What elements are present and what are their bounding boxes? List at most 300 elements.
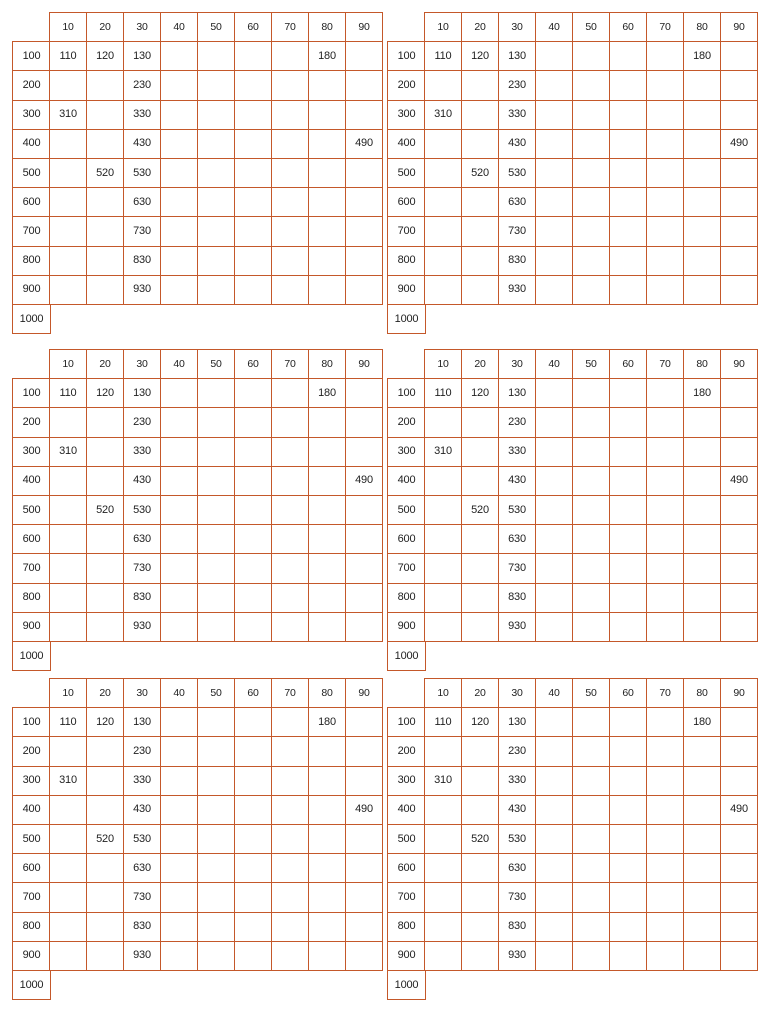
value-cell: 330 (498, 100, 536, 130)
blank-cell (197, 246, 235, 276)
blank-cell (609, 824, 647, 854)
blank-cell (308, 882, 346, 912)
blank-cell (345, 70, 383, 100)
final-row-label: 1000 (387, 970, 426, 1000)
shaded-cell (345, 912, 383, 942)
shaded-cell (49, 158, 87, 188)
blank-cell (609, 912, 647, 942)
blank-cell (646, 275, 684, 305)
blank-cell (234, 795, 272, 825)
blank-cell (234, 912, 272, 942)
value-cell: 330 (123, 766, 161, 796)
blank-cell (646, 853, 684, 883)
row-label: 100 (12, 707, 51, 737)
value-cell: 830 (123, 912, 161, 942)
hundred-chart-panel-bottom-right (387, 678, 761, 998)
value-cell: 230 (498, 407, 536, 437)
blank-cell (535, 583, 573, 613)
value-cell: 330 (498, 437, 536, 467)
blank-cell (424, 187, 462, 217)
blank-cell (572, 553, 610, 583)
row-label: 700 (387, 553, 426, 583)
blank-cell (308, 466, 346, 496)
shaded-cell (49, 495, 87, 525)
blank-cell (424, 612, 462, 642)
blank-cell (609, 187, 647, 217)
value-cell: 230 (123, 407, 161, 437)
shaded-cell (308, 766, 346, 796)
blank-cell (271, 100, 309, 130)
value-cell: 110 (49, 707, 87, 737)
blank-cell (535, 100, 573, 130)
row-label: 900 (387, 612, 426, 642)
value-cell: 490 (345, 795, 383, 825)
blank-cell (646, 882, 684, 912)
blank-cell (646, 524, 684, 554)
blank-cell (572, 100, 610, 130)
blank-cell (86, 246, 124, 276)
blank-cell (234, 437, 272, 467)
value-cell: 120 (86, 41, 124, 71)
column-header: 20 (86, 349, 124, 379)
blank-cell (197, 70, 235, 100)
shaded-cell (197, 158, 235, 188)
value-cell: 310 (424, 766, 462, 796)
blank-cell (535, 707, 573, 737)
blank-cell (461, 466, 499, 496)
column-header: 60 (234, 678, 272, 708)
hundred-chart-panel-bottom-left (12, 678, 386, 998)
value-cell: 430 (498, 129, 536, 159)
blank-cell (609, 583, 647, 613)
row-label: 800 (12, 246, 51, 276)
column-header: 60 (234, 349, 272, 379)
blank-cell (234, 882, 272, 912)
value-cell: 520 (461, 158, 499, 188)
blank-cell (234, 553, 272, 583)
blank-cell (160, 495, 198, 525)
blank-cell (271, 275, 309, 305)
blank-cell (271, 707, 309, 737)
blank-cell (49, 466, 87, 496)
blank-cell (535, 216, 573, 246)
shaded-cell (609, 378, 647, 408)
blank-cell (86, 795, 124, 825)
blank-cell (609, 495, 647, 525)
blank-cell (572, 912, 610, 942)
blank-cell (646, 100, 684, 130)
blank-cell (683, 853, 721, 883)
value-cell: 430 (123, 129, 161, 159)
blank-cell (461, 766, 499, 796)
value-cell: 430 (498, 466, 536, 496)
value-cell: 180 (683, 707, 721, 737)
blank-cell (234, 129, 272, 159)
row-label: 600 (387, 187, 426, 217)
blank-cell (646, 216, 684, 246)
value-cell: 110 (424, 707, 462, 737)
blank-cell (160, 736, 198, 766)
value-cell: 630 (498, 187, 536, 217)
blank-cell (683, 941, 721, 971)
column-header: 20 (86, 12, 124, 42)
value-cell: 530 (498, 824, 536, 854)
blank-cell (197, 100, 235, 130)
blank-cell (424, 853, 462, 883)
value-cell: 130 (123, 41, 161, 71)
row-label: 100 (387, 378, 426, 408)
blank-cell (160, 524, 198, 554)
column-header: 80 (683, 678, 721, 708)
column-header: 80 (308, 678, 346, 708)
blank-cell (345, 275, 383, 305)
blank-cell (86, 100, 124, 130)
blank-cell (683, 882, 721, 912)
value-cell: 930 (123, 275, 161, 305)
blank-cell (720, 941, 758, 971)
blank-cell (646, 187, 684, 217)
row-label: 700 (12, 882, 51, 912)
blank-cell (424, 466, 462, 496)
blank-cell (683, 795, 721, 825)
blank-cell (160, 187, 198, 217)
shaded-cell (234, 378, 272, 408)
blank-cell (646, 437, 684, 467)
blank-cell (535, 495, 573, 525)
blank-cell (424, 275, 462, 305)
column-header: 50 (197, 349, 235, 379)
value-cell: 490 (345, 466, 383, 496)
shaded-cell (234, 707, 272, 737)
blank-cell (308, 853, 346, 883)
blank-cell (720, 378, 758, 408)
value-cell: 180 (683, 378, 721, 408)
row-label: 700 (12, 216, 51, 246)
row-label: 600 (12, 187, 51, 217)
value-cell: 630 (123, 187, 161, 217)
blank-cell (535, 941, 573, 971)
blank-cell (683, 246, 721, 276)
value-cell: 830 (123, 583, 161, 613)
blank-cell (234, 158, 272, 188)
row-label: 800 (387, 912, 426, 942)
blank-cell (86, 612, 124, 642)
blank-cell (160, 583, 198, 613)
row-label: 400 (12, 795, 51, 825)
blank-cell (160, 246, 198, 276)
blank-cell (720, 437, 758, 467)
final-row-label: 1000 (12, 304, 51, 334)
value-cell: 330 (123, 437, 161, 467)
blank-cell (345, 941, 383, 971)
value-cell: 930 (123, 612, 161, 642)
shaded-cell (424, 495, 462, 525)
blank-cell (646, 495, 684, 525)
blank-cell (683, 275, 721, 305)
blank-cell (535, 158, 573, 188)
blank-cell (160, 553, 198, 583)
blank-cell (271, 824, 309, 854)
blank-cell (197, 766, 235, 796)
column-header: 90 (345, 12, 383, 42)
shaded-cell (572, 495, 610, 525)
blank-cell (345, 100, 383, 130)
blank-cell (609, 407, 647, 437)
blank-cell (308, 912, 346, 942)
blank-cell (197, 707, 235, 737)
blank-cell (535, 129, 573, 159)
blank-cell (572, 187, 610, 217)
blank-cell (720, 707, 758, 737)
value-cell: 120 (461, 707, 499, 737)
blank-cell (160, 275, 198, 305)
blank-cell (535, 912, 573, 942)
blank-cell (535, 882, 573, 912)
blank-cell (424, 407, 462, 437)
blank-cell (234, 275, 272, 305)
row-label: 400 (12, 129, 51, 159)
blank-cell (572, 941, 610, 971)
blank-cell (345, 187, 383, 217)
row-label: 300 (12, 766, 51, 796)
column-header: 60 (609, 12, 647, 42)
blank-cell (49, 275, 87, 305)
blank-cell (683, 129, 721, 159)
value-cell: 490 (720, 129, 758, 159)
shaded-cell (424, 824, 462, 854)
blank-cell (646, 941, 684, 971)
column-header: 90 (345, 349, 383, 379)
blank-cell (271, 553, 309, 583)
column-header: 70 (271, 12, 309, 42)
value-cell: 430 (123, 795, 161, 825)
blank-cell (646, 466, 684, 496)
blank-cell (646, 70, 684, 100)
blank-cell (424, 524, 462, 554)
value-cell: 520 (461, 824, 499, 854)
blank-cell (160, 853, 198, 883)
value-cell: 630 (123, 524, 161, 554)
blank-cell (197, 437, 235, 467)
blank-cell (461, 100, 499, 130)
blank-cell (308, 495, 346, 525)
blank-cell (49, 129, 87, 159)
row-label: 500 (387, 824, 426, 854)
row-label: 200 (387, 736, 426, 766)
row-label: 800 (387, 246, 426, 276)
blank-cell (345, 882, 383, 912)
value-cell: 180 (308, 41, 346, 71)
blank-cell (609, 100, 647, 130)
blank-cell (345, 216, 383, 246)
shaded-cell (86, 882, 124, 912)
blank-cell (49, 216, 87, 246)
hundred-chart-panel-middle-right (387, 349, 761, 669)
value-cell: 930 (498, 275, 536, 305)
blank-cell (197, 378, 235, 408)
blank-cell (646, 612, 684, 642)
value-cell: 520 (461, 495, 499, 525)
blank-cell (683, 824, 721, 854)
row-label: 100 (387, 41, 426, 71)
row-label: 200 (12, 70, 51, 100)
blank-cell (271, 70, 309, 100)
blank-cell (160, 41, 198, 71)
blank-cell (308, 524, 346, 554)
blank-cell (535, 466, 573, 496)
blank-cell (461, 941, 499, 971)
value-cell: 530 (498, 495, 536, 525)
blank-cell (572, 795, 610, 825)
column-header: 40 (535, 349, 573, 379)
value-cell: 490 (345, 129, 383, 159)
row-label: 300 (387, 100, 426, 130)
column-header: 50 (197, 12, 235, 42)
shaded-cell (572, 158, 610, 188)
blank-cell (160, 766, 198, 796)
blank-cell (572, 707, 610, 737)
column-header: 40 (160, 678, 198, 708)
blank-cell (308, 216, 346, 246)
final-row-label: 1000 (387, 304, 426, 334)
blank-cell (49, 736, 87, 766)
column-header: 10 (49, 12, 87, 42)
row-label: 300 (387, 437, 426, 467)
blank-cell (646, 912, 684, 942)
blank-cell (424, 70, 462, 100)
blank-cell (271, 158, 309, 188)
row-label: 200 (12, 407, 51, 437)
blank-cell (609, 553, 647, 583)
blank-cell (271, 495, 309, 525)
row-label: 700 (387, 882, 426, 912)
blank-cell (86, 583, 124, 613)
blank-cell (572, 216, 610, 246)
blank-cell (424, 736, 462, 766)
value-cell: 130 (498, 378, 536, 408)
row-label: 100 (387, 707, 426, 737)
shaded-cell (683, 766, 721, 796)
blank-cell (646, 795, 684, 825)
blank-cell (609, 941, 647, 971)
blank-cell (234, 187, 272, 217)
blank-cell (49, 912, 87, 942)
value-cell: 130 (123, 707, 161, 737)
blank-cell (572, 583, 610, 613)
blank-cell (86, 70, 124, 100)
blank-cell (720, 882, 758, 912)
blank-cell (461, 129, 499, 159)
blank-cell (49, 553, 87, 583)
blank-cell (461, 583, 499, 613)
final-row-label: 1000 (12, 641, 51, 671)
blank-cell (234, 824, 272, 854)
blank-cell (49, 524, 87, 554)
blank-cell (197, 524, 235, 554)
final-row-label: 1000 (387, 641, 426, 671)
blank-cell (197, 407, 235, 437)
blank-cell (461, 853, 499, 883)
blank-cell (424, 216, 462, 246)
final-row-label: 1000 (12, 970, 51, 1000)
blank-cell (234, 524, 272, 554)
shaded-cell (461, 216, 499, 246)
blank-cell (197, 583, 235, 613)
row-label: 500 (12, 158, 51, 188)
blank-cell (234, 407, 272, 437)
column-header: 60 (609, 678, 647, 708)
blank-cell (160, 941, 198, 971)
blank-cell (535, 407, 573, 437)
blank-cell (646, 824, 684, 854)
value-cell: 520 (86, 495, 124, 525)
blank-cell (271, 378, 309, 408)
blank-cell (572, 437, 610, 467)
blank-cell (572, 246, 610, 276)
shaded-cell (720, 246, 758, 276)
blank-cell (461, 912, 499, 942)
blank-cell (86, 912, 124, 942)
blank-cell (683, 553, 721, 583)
value-cell: 180 (683, 41, 721, 71)
blank-cell (683, 187, 721, 217)
row-label: 600 (12, 853, 51, 883)
blank-cell (572, 524, 610, 554)
blank-cell (49, 583, 87, 613)
blank-cell (461, 187, 499, 217)
blank-cell (535, 70, 573, 100)
blank-cell (345, 553, 383, 583)
value-cell: 530 (123, 495, 161, 525)
blank-cell (160, 100, 198, 130)
blank-cell (609, 795, 647, 825)
blank-cell (720, 495, 758, 525)
row-label: 500 (12, 824, 51, 854)
blank-cell (720, 407, 758, 437)
blank-cell (197, 129, 235, 159)
column-header: 40 (160, 12, 198, 42)
shaded-cell (609, 41, 647, 71)
value-cell: 630 (498, 524, 536, 554)
column-header: 50 (572, 678, 610, 708)
blank-cell (572, 736, 610, 766)
row-label: 200 (387, 70, 426, 100)
value-cell: 730 (123, 882, 161, 912)
value-cell: 120 (86, 707, 124, 737)
blank-cell (461, 246, 499, 276)
blank-cell (609, 524, 647, 554)
value-cell: 110 (49, 41, 87, 71)
blank-cell (646, 583, 684, 613)
blank-cell (197, 853, 235, 883)
blank-cell (535, 795, 573, 825)
value-cell: 730 (498, 553, 536, 583)
blank-cell (308, 612, 346, 642)
column-header: 30 (498, 678, 536, 708)
blank-cell (572, 41, 610, 71)
row-label: 900 (12, 275, 51, 305)
column-header: 90 (345, 678, 383, 708)
blank-cell (720, 736, 758, 766)
hundred-chart-panel-top-right (387, 12, 761, 332)
blank-cell (461, 275, 499, 305)
blank-cell (535, 524, 573, 554)
value-cell: 630 (123, 853, 161, 883)
blank-cell (572, 766, 610, 796)
blank-cell (197, 736, 235, 766)
blank-cell (160, 378, 198, 408)
value-cell: 830 (123, 246, 161, 276)
